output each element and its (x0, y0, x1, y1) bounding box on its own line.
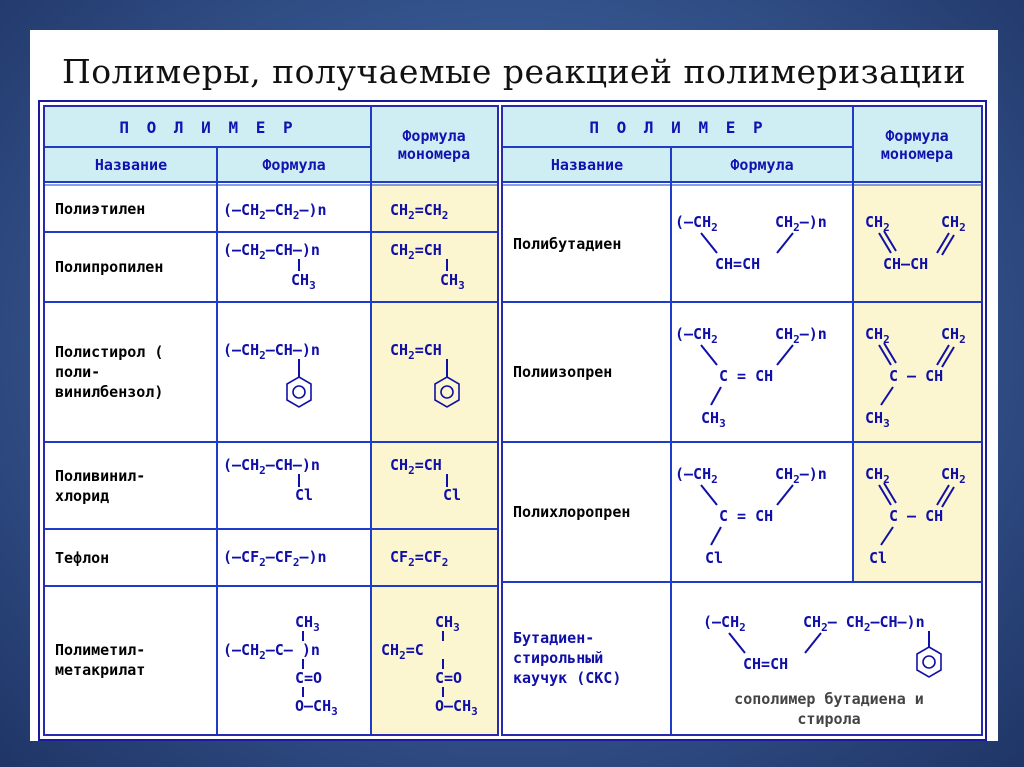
mma-och3: $O-CH_3$ (435, 697, 478, 718)
cp-right: $CH_2$ (941, 465, 966, 486)
row-name-sbr: Бутадиен- стирольный каучук (СКС) (513, 629, 622, 687)
ptfe-formula: $(-CF_2-CF_2-)n$ (223, 548, 327, 569)
row-name-polypropylene: Полипропилен (55, 258, 164, 276)
pc-cl: Cl (705, 549, 724, 567)
slide (30, 30, 998, 741)
header-monomer-formula: Формула мономера (397, 126, 471, 163)
row-name-polychloroprene: Полихлоропрен (513, 503, 631, 521)
cp-left: $CH_2$ (865, 465, 890, 486)
benzene-icon (287, 377, 311, 407)
table-frame (38, 100, 987, 741)
pp-monomer: $CH_2=CH$ (390, 241, 442, 262)
mma-co: C=O (435, 669, 463, 687)
left-polymer-table (43, 105, 499, 736)
mma-ch3: $CH_3$ (435, 613, 460, 634)
row-name-teflon: Тефлон (55, 548, 110, 567)
benzene-icon-inner (293, 386, 305, 398)
cp-middle: C – CH (889, 507, 944, 525)
header-polymer-right: П О Л И М Е Р (589, 117, 767, 137)
pi-right: $CH_2-)n$ (775, 325, 827, 346)
ip-middle: C – CH (889, 367, 944, 385)
pp-formula-ch3: $CH_3$ (291, 271, 316, 292)
ptfe-monomer: $CF_2=CF_2$ (390, 548, 449, 569)
slide-title: Полимеры, получаемые реакцией полимеризации (61, 52, 967, 91)
header-polymer: П О Л И М Е Р (119, 117, 297, 137)
benzene-icon (917, 647, 941, 677)
row-name-pvc: Поливинил- хлорид (55, 466, 146, 505)
pc-middle: C = CH (719, 507, 774, 525)
header-monomer-formula-right: Формула мономера (880, 126, 954, 163)
ps-monomer: $CH_2=CH$ (390, 341, 442, 362)
pb-left: ($-CH_2$ (675, 213, 718, 234)
ip-ch3: $CH_3$ (865, 409, 890, 430)
cp-cl: Cl (869, 549, 888, 567)
ps-formula: $(-CH_2-CH-)n$ (223, 341, 320, 362)
pc-right: $CH_2-)n$ (775, 465, 827, 486)
sbr-middle: CH=CH (743, 655, 789, 673)
pvc-formula-cl: Cl (295, 486, 314, 504)
pmma-formula: ($-CH_2-C-$ )n (223, 641, 320, 662)
right-polymer-table (501, 105, 983, 736)
header-formula: Формула (262, 155, 326, 174)
bd-left: $CH_2$ (865, 213, 890, 234)
header-name-right: Название (550, 155, 624, 174)
row-name-polyisoprene: Полиизопрен (513, 363, 613, 381)
row-name-polystyrene: Полистирол ( поли- винилбензол) (55, 343, 164, 401)
pb-middle: CH=CH (715, 255, 761, 273)
pmma-ch3: $CH_3$ (295, 613, 320, 634)
pp-monomer-ch3: $CH_3$ (440, 271, 465, 292)
bd-right: $CH_2$ (941, 213, 966, 234)
pi-middle: C = CH (719, 367, 774, 385)
header-name: Название (94, 155, 168, 174)
pc-left: ($-CH_2$ (675, 465, 718, 486)
sbr-right: $CH_2-$ $CH_2-CH-)n$ (803, 613, 925, 634)
mma-formula: $CH_2=C$ (381, 641, 424, 662)
sbr-benzene (917, 647, 941, 677)
pi-ch3: $CH_3$ (701, 409, 726, 430)
pe-formula: $(-CH_2-CH_2-)n$ (223, 201, 327, 222)
pb-right: $CH_2-)n$ (775, 213, 827, 234)
sbr-caption: сополимер бутадиена и стирола (734, 690, 924, 728)
pe-monomer: $CH_2=CH_2$ (390, 201, 449, 222)
pvc-formula: $(-CH_2-CH-)n$ (223, 456, 320, 477)
row-name-polybutadiene: Полибутадиен (513, 234, 622, 253)
row-name-polyethylene: Полиэтилен (55, 199, 146, 218)
pvc-monomer: $CH_2=CH$ (390, 456, 442, 477)
benzene-icon-inner (923, 656, 935, 668)
row-name-pmma: Полиметил- метакрилат (55, 641, 146, 679)
pmma-och3: $O-CH_3$ (295, 697, 338, 718)
pp-formula: $(-CH_2-CH-)n$ (223, 241, 320, 262)
pvc-monomer-cl: Cl (443, 486, 462, 504)
sbr-left: ($-CH_2$ (703, 613, 746, 634)
pmma-co: C=O (295, 669, 323, 687)
pi-left: ($-CH_2$ (675, 325, 718, 346)
header-formula-right: Формула (730, 155, 794, 174)
ip-left: $CH_2$ (865, 325, 890, 346)
bd-middle: CH–CH (883, 255, 929, 273)
ip-right: $CH_2$ (941, 325, 966, 346)
